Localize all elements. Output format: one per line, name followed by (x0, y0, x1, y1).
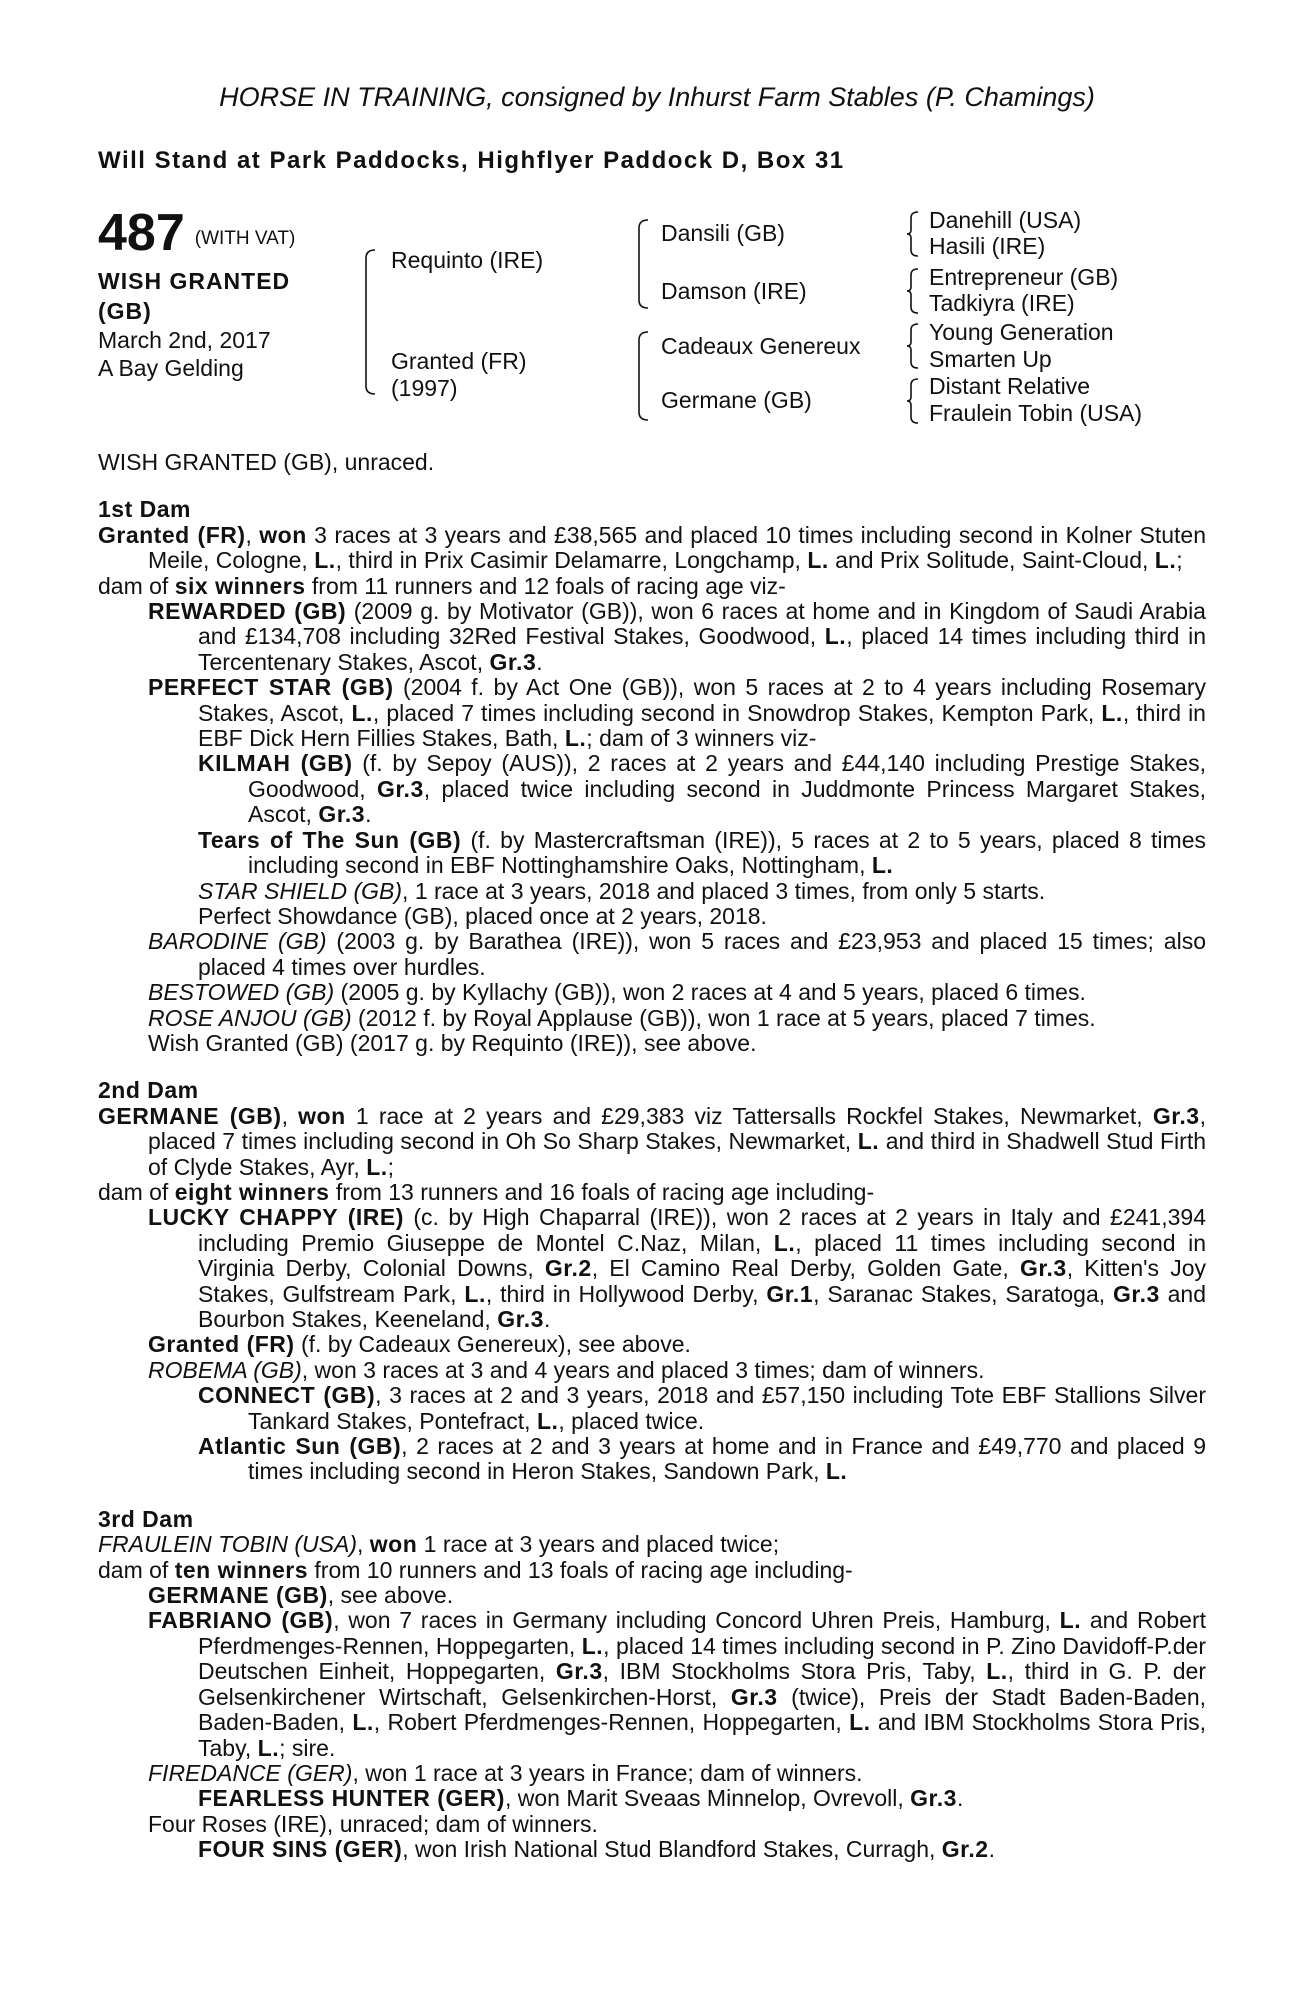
entry-text: and Prix Solitude, Saint-Cloud, (828, 547, 1155, 574)
bold-text: REWARDED (GB) (148, 598, 347, 625)
bold-text: Atlantic Sun (GB) (198, 1433, 402, 1460)
produce-entry (98, 1583, 1206, 1608)
bold-text: Granted (FR) (148, 1331, 295, 1358)
entry-text: and IBM Stockholms Stora Pris, Taby, (198, 1709, 1207, 1761)
entry-text: , placed 14 times including second in P. Zino Davidoff-P.der Deutschen Einheit, Hoppegarten, (198, 1632, 1206, 1685)
produce-record (98, 450, 1206, 1863)
italic-text: FRAULEIN TOBIN (USA) (98, 1531, 357, 1558)
ggdam-4: Fraulein Tobin (USA) (929, 400, 1143, 426)
bold-text: L. (871, 852, 894, 879)
produce-entry (98, 828, 1206, 879)
foaling-date: March 2nd, 2017 (98, 327, 271, 353)
italic-text: ROSE ANJOU (GB) (148, 1004, 352, 1031)
produce-entry (98, 1532, 1206, 1557)
bold-text: won (298, 1102, 346, 1129)
produce-entry (98, 929, 1206, 980)
bold-text: CONNECT (GB) (198, 1382, 376, 1409)
entry-text: (f. by Sepoy (AUS)), 2 races at 2 years and £44,140 including Prestige Stakes, Goodwood, (248, 750, 1206, 802)
dam-dam: Germane (GB) (661, 387, 812, 413)
produce-entry (98, 1031, 1206, 1056)
bold-text: L. (824, 623, 847, 650)
entry-text: , placed 7 times including second in Snowdrop Stakes, Kempton Park, (372, 699, 1102, 726)
entry-text: (c. by High Chaparral (IRE)), won 2 races at 2 years in Italy and £241,394 including Premio Giuseppe de Montel C.Naz, Milan, (198, 1204, 1206, 1256)
entry-text: Wish Granted (GB) (2017 g. by Requinto (IRE)), see above. (148, 1029, 757, 1056)
produce-entry (98, 879, 1206, 904)
bold-text: Tears of The Sun (GB) (198, 826, 462, 853)
entry-text: , won Irish National Stud Blandford Stakes, Curragh, (402, 1836, 942, 1863)
g-brace-3 (906, 322, 920, 370)
entry-text: , third in Hollywood Derby, (485, 1280, 767, 1307)
bold-text: Gr.2 (544, 1255, 592, 1282)
lot-summary (98, 205, 338, 382)
bold-text: Gr.3 (318, 801, 366, 828)
bold-text: eight winners (174, 1178, 330, 1205)
bold-text: L. (849, 1709, 871, 1736)
section-heading: 2nd Dam (98, 1077, 199, 1104)
entry-text: and Robert Pferdmenges-Rennen, Hoppegarten, (198, 1607, 1206, 1659)
produce-entry (98, 980, 1206, 1005)
dam-section (98, 1507, 1206, 1863)
entry-text: , 2 races at 2 and 3 years at home and in France and £49,770 and placed 9 times including second in Heron Stakes, Sandown Park, (248, 1433, 1207, 1485)
bold-text: Gr.3 (1019, 1255, 1067, 1282)
horse-description: A Bay Gelding (98, 355, 244, 381)
entry-text: , (245, 521, 260, 548)
entry-text: and third in Shadwell Stud Firth of Clyde Stakes, Ayr, (148, 1128, 1207, 1180)
bold-text: PERFECT STAR (GB) (148, 674, 394, 701)
dam-name: Granted (FR) (391, 348, 527, 374)
entry-text: from 13 runners and 16 foals of racing age including- (329, 1178, 875, 1205)
entry-text: . (956, 1785, 964, 1812)
ggsire-2: Entrepreneur (GB) (929, 264, 1119, 290)
produce-entry (98, 1558, 1206, 1583)
bold-text: Gr.2 (941, 1836, 989, 1863)
entry-text: , IBM Stockholms Stora Pris, Taby, (602, 1658, 987, 1685)
entry-text: , 3 races at 2 and 3 years, 2018 and £57,150 including Tote EBF Stallions Silver Tankard Stakes, Pontefract, (248, 1382, 1206, 1434)
bold-text: GERMANE (GB) (148, 1582, 328, 1609)
bold-text: Gr.3 (497, 1306, 544, 1332)
race-record-summary: WISH GRANTED (GB), unraced. (98, 449, 435, 475)
bold-text: Gr.3 (555, 1658, 603, 1685)
produce-entry (98, 1332, 1206, 1357)
produce-entry (98, 1205, 1206, 1332)
entry-text: , won 3 races at 3 and 4 years and placed 3 times; dam of winners. (301, 1356, 985, 1383)
bold-text: Gr.3 (489, 648, 537, 675)
bold-text: Gr.3 (376, 775, 424, 802)
produce-entry (98, 1812, 1206, 1837)
consignor-heading: HORSE IN TRAINING, consigned by Inhurst Farm Stables (P. Chamings) (219, 82, 1095, 112)
entry-text: 3 races at 3 years and £38,565 and placed 10 times including second in Kolner Stuten Meile, Cologne, (148, 521, 1206, 574)
section-heading: 1st Dam (98, 496, 191, 523)
entry-text: Four Roses (IRE), unraced; dam of winners. (148, 1810, 598, 1837)
entry-text: , El Camino Real Derby, Golden Gate, (591, 1255, 1020, 1282)
ggdam-1: Hasili (IRE) (929, 233, 1046, 259)
entry-text: , 1 race at 3 years, 2018 and placed 3 times, from only 5 starts. (402, 877, 1046, 904)
bold-text: GERMANE (GB) (98, 1102, 282, 1129)
dam-sections (98, 497, 1206, 1862)
produce-entry (98, 1786, 1206, 1811)
dam-section (98, 1078, 1206, 1485)
dam-sire: Cadeaux Genereux (661, 333, 861, 359)
bold-text: L. (564, 725, 587, 752)
horse-name-line2: (GB) (98, 298, 152, 324)
bold-text: Granted (FR) (98, 521, 246, 548)
entry-text: (f. by Cadeaux Genereux), see above. (294, 1331, 691, 1358)
dam-parents-brace (633, 330, 651, 422)
bold-text: ten winners (174, 1556, 309, 1583)
stabling-location: Will Stand at Park Paddocks, Highflyer Paddock D, Box 31 (98, 147, 845, 174)
entry-text: , won 7 races in Germany including Concord Uhren Preis, Hamburg, (333, 1607, 1060, 1634)
bold-text: Gr.3 (910, 1785, 957, 1812)
g-brace-2 (906, 267, 920, 315)
entry-text: , Kitten's Joy Stakes, Gulfstream Park, (198, 1255, 1206, 1307)
entry-text: , see above. (327, 1582, 454, 1609)
produce-entry (98, 1358, 1206, 1383)
bold-text: L. (807, 547, 829, 574)
produce-entry (98, 1761, 1206, 1786)
produce-entry (98, 904, 1206, 929)
entry-text: ; dam of 3 winners viz- (586, 725, 817, 752)
entry-text: Perfect Showdance (GB), placed once at 2 years, 2018. (198, 902, 767, 929)
entry-text: , placed twice. (558, 1407, 705, 1434)
entry-text: (2009 g. by Motivator (GB)), won 6 races at home and in Kingdom of Saudi Arabia and £134,708 including 32Red Festival Stakes, Goodwood, (198, 598, 1206, 650)
italic-text: BARODINE (GB) (148, 928, 327, 955)
bold-text: Gr.3 (730, 1683, 778, 1710)
lot-number: 487 (98, 204, 185, 262)
produce-entry (98, 1104, 1206, 1180)
entry-text: , won 1 race at 3 years in France; dam of winners. (352, 1759, 863, 1786)
bold-text: FABRIANO (GB) (148, 1607, 334, 1634)
ggdam-2: Tadkiyra (IRE) (929, 290, 1075, 316)
entry-text: , Saranac Stakes, Saratoga, (813, 1280, 1114, 1307)
bold-text: L. (825, 1458, 848, 1485)
entry-text: , won Marit Sveaas Minnelop, Ovrevoll, (504, 1785, 911, 1812)
produce-entry (98, 1434, 1206, 1485)
bold-text: L. (351, 699, 373, 726)
sire-sire: Dansili (GB) (661, 220, 785, 246)
vat-note: (WITH VAT) (194, 228, 296, 249)
produce-entry (98, 1837, 1206, 1862)
entry-text: . (365, 801, 372, 828)
sire-dam-brace (360, 248, 378, 396)
produce-entry (98, 751, 1206, 827)
bold-text: L. (366, 1153, 388, 1180)
bold-text: Gr.1 (766, 1280, 814, 1307)
entry-text: , placed 11 times including second in Virginia Derby, Colonial Downs, (198, 1229, 1206, 1282)
bold-text: L. (1154, 547, 1177, 574)
entry-text: from 11 runners and 12 foals of racing age viz- (305, 572, 786, 599)
entry-text: , Robert Pferdmenges-Rennen, Hoppegarten, (373, 1709, 850, 1736)
bold-text: KILMAH (GB) (198, 750, 353, 777)
entry-text: (f. by Mastercraftsman (IRE)), 5 races at 2 to 5 years, placed 8 times including second in EBF Nottinghamshire Oaks, Nottingham, (248, 826, 1206, 879)
produce-entry (98, 1383, 1206, 1434)
entry-text: . (988, 1836, 995, 1863)
entry-text: , third in Prix Casimir Delamarre, Longchamp, (335, 547, 808, 574)
ggsire-3: Young Generation (929, 319, 1114, 345)
ggsire-4: Distant Relative (929, 373, 1091, 399)
entry-text: dam of (98, 1178, 175, 1205)
horse-name (98, 266, 338, 326)
italic-text: ROBEMA (GB) (148, 1356, 302, 1383)
horse-name-line1: WISH GRANTED (98, 268, 291, 294)
italic-text: BESTOWED (GB) (148, 979, 335, 1006)
entry-text: 1 race at 2 years and £29,383 viz Tattersalls Rockfel Stakes, Newmarket, (345, 1102, 1153, 1129)
lot-number-line (98, 205, 338, 261)
produce-entry (98, 599, 1206, 675)
entry-text: 1 race at 3 years and placed twice; (417, 1531, 780, 1558)
entry-text: (twice), Preis der Stadt Baden-Baden, Baden-Baden, (198, 1683, 1206, 1736)
produce-entry (98, 1006, 1206, 1031)
bold-text: L. (257, 1734, 280, 1761)
entry-text: and Bourbon Stakes, Keeneland, (198, 1280, 1207, 1332)
entry-text: dam of (98, 572, 175, 599)
bold-text: L. (536, 1407, 559, 1434)
bold-text: Gr.3 (1113, 1280, 1160, 1307)
bold-text: L. (773, 1229, 796, 1256)
entry-text: ; sire. (279, 1734, 336, 1761)
bold-text: L. (1101, 699, 1123, 726)
entry-text: , third in G. P. der Gelsenkirchener Wirtschaft, Gelsenkirchen-Horst, (198, 1658, 1206, 1710)
bold-text: L. (1059, 1607, 1082, 1634)
ggsire-1: Danehill (USA) (929, 207, 1082, 233)
entry-text: ; (387, 1153, 395, 1180)
entry-text: , placed 7 times including second in Oh So Sharp Stakes, Newmarket, (148, 1102, 1206, 1155)
ggdam-3: Smarten Up (929, 346, 1052, 372)
entry-text: ; (1176, 547, 1183, 574)
bold-text: L. (986, 1658, 1008, 1685)
entry-text: , placed 14 times including third in Tercentenary Stakes, Ascot, (198, 623, 1206, 675)
bold-text: L. (581, 1632, 604, 1659)
bold-text: L. (464, 1280, 486, 1307)
g-brace-1 (906, 210, 920, 258)
bold-text: won (369, 1531, 418, 1558)
bold-text: won (259, 521, 307, 548)
dam-year: (1997) (391, 375, 458, 401)
bold-text: L. (857, 1128, 880, 1155)
italic-text: STAR SHIELD (GB) (198, 877, 403, 904)
entry-text: (2003 g. by Barathea (IRE)), won 5 races and £23,953 and placed 15 times; also placed 4 times over hurdles. (198, 928, 1206, 980)
produce-entry (98, 675, 1206, 751)
entry-text: dam of (98, 1556, 175, 1583)
bold-text: FEARLESS HUNTER (GER) (198, 1785, 505, 1812)
g-brace-4 (906, 377, 920, 425)
produce-entry (98, 523, 1206, 574)
entry-text: from 10 runners and 13 foals of racing age including- (308, 1556, 853, 1583)
entry-text: , third in EBF Dick Hern Fillies Stakes, Bath, (198, 699, 1206, 752)
sire-name: Requinto (IRE) (391, 247, 544, 273)
bold-text: LUCKY CHAPPY (IRE) (148, 1204, 404, 1231)
italic-text: FIREDANCE (GER) (148, 1759, 353, 1786)
entry-text: . (543, 1306, 551, 1332)
entry-text: (2005 g. by Kyllachy (GB)), won 2 races at 4 and 5 years, placed 6 times. (334, 979, 1086, 1006)
bold-text: FOUR SINS (GER) (198, 1836, 403, 1863)
produce-entry (98, 1608, 1206, 1760)
produce-entry (98, 574, 1206, 599)
bold-text: six winners (174, 572, 306, 599)
entry-text: , placed twice including second in Juddmonte Princess Margaret Stakes, Ascot, (248, 775, 1206, 828)
bold-text: Gr.3 (1152, 1102, 1200, 1129)
entry-text: (2012 f. by Royal Applause (GB)), won 1 race at 5 years, placed 7 times. (351, 1004, 1096, 1031)
entry-text: , (281, 1102, 299, 1129)
sire-dam: Damson (IRE) (661, 278, 807, 304)
section-heading: 3rd Dam (98, 1505, 194, 1532)
entry-text: (2004 f. by Act One (GB)), won 5 races at 2 to 4 years including Rosemary Stakes, Ascot, (198, 674, 1206, 726)
entry-text: , (357, 1531, 370, 1558)
dam-section (98, 497, 1206, 1056)
bold-text: L. (352, 1709, 374, 1736)
bold-text: L. (314, 547, 336, 574)
entry-text: . (536, 648, 543, 675)
sire-parents-brace (633, 218, 651, 310)
produce-entry (98, 1180, 1206, 1205)
